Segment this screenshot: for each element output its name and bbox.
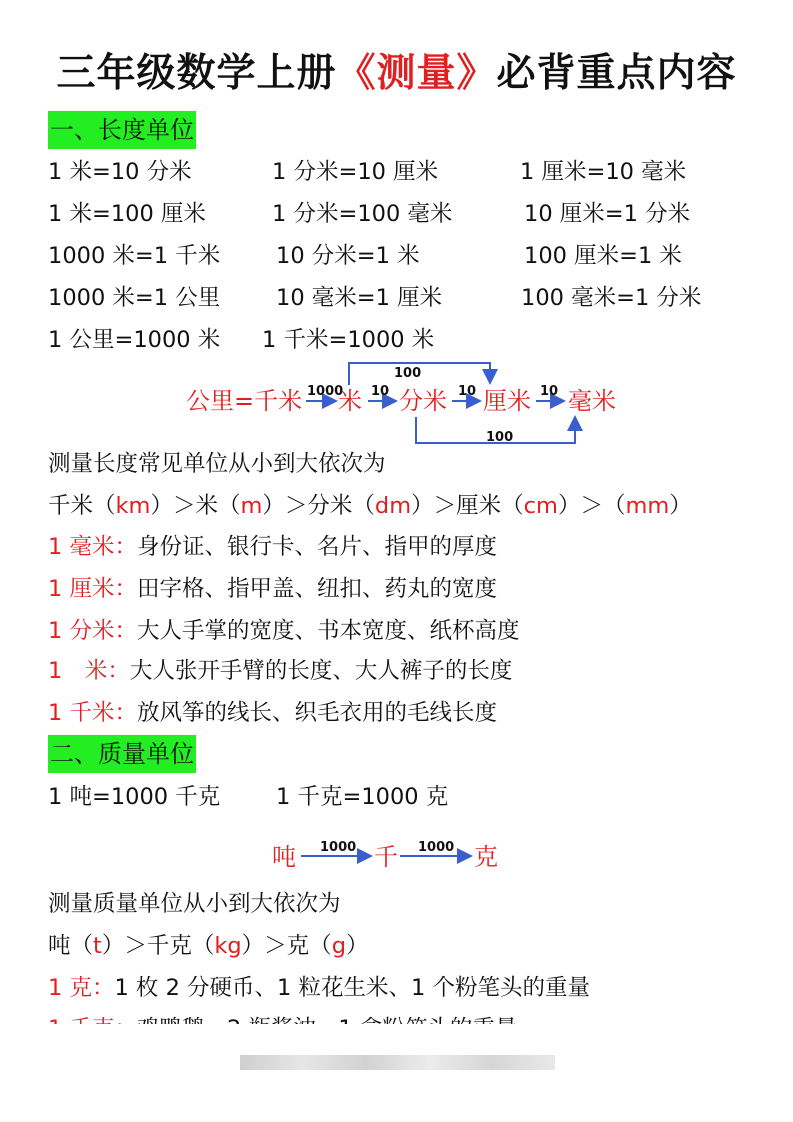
section-heading-mass: 二、质量单位 [48, 735, 196, 773]
step-label: 10 [458, 384, 477, 399]
step-label: 1000 [307, 384, 344, 399]
conversion-text: 100 毫米=1 分米 [521, 285, 702, 311]
example-desc: 田字格、指甲盖、纽扣、药丸的宽度 [136, 576, 497, 602]
unit-meter: 米 [338, 387, 362, 415]
example-desc: 大人张开手臂的长度、大人裤子的长度 [129, 658, 513, 684]
example-desc: 大人手掌的宽度、书本宽度、纸杯高度 [136, 618, 520, 644]
conversion-text: 10 毫米=1 厘米 [276, 285, 443, 311]
skip-label-bottom: 100 [486, 430, 514, 445]
conversion-text: 1000 米=1 千米 [48, 243, 221, 269]
unit-gram: 克 [474, 843, 498, 871]
unit-kilometer: 公里=千米 [186, 387, 303, 415]
example-item [48, 532, 497, 562]
section-heading-length: 一、长度单位 [48, 111, 196, 149]
length-order-line: 千米（km）＞米（m）＞分米（dm）＞厘米（cm）＞（mm） [48, 493, 692, 519]
unit-decimeter: 分米 [399, 387, 447, 415]
example-unit: 1 米： [48, 658, 130, 684]
conversion-text: 100 厘米=1 米 [524, 243, 682, 269]
example-desc: 1 枚 2 分硬币、1 粒花生米、1 个粉笔头的重量 [114, 975, 590, 1001]
example-unit: 1 分米： [48, 618, 137, 644]
conversion-text: 1 吨=1000 千克 [48, 784, 221, 810]
conversion-text: 1 千米=1000 米 [262, 327, 435, 353]
step-label: 10 [540, 384, 559, 399]
example-unit: 1 千米： [48, 700, 137, 726]
step-label: 1000 [418, 840, 455, 855]
conversion-text: 1000 米=1 公里 [48, 285, 221, 311]
title-highlight: 《测量》 [336, 51, 497, 96]
conversion-text: 1 厘米=10 毫米 [520, 159, 687, 185]
example-item [48, 698, 497, 728]
example-item [48, 973, 590, 1003]
conversion-text: 1 公里=1000 米 [48, 327, 221, 353]
step-label: 10 [371, 384, 390, 399]
example-item [48, 574, 497, 604]
conversion-text: 10 厘米=1 分米 [524, 201, 691, 227]
length-order-intro: 测量长度常见单位从小到大依次为 [48, 451, 386, 477]
example-unit: 1 厘米： [48, 576, 137, 602]
diagram-arrows [0, 355, 793, 455]
title-prefix: 三年级数学上册 [56, 51, 337, 96]
conversion-text: 10 分米=1 米 [276, 243, 420, 269]
mass-order-intro: 测量质量单位从小到大依次为 [48, 891, 341, 917]
title-suffix: 必背重点内容 [496, 51, 737, 96]
conversion-text: 1 米=10 分米 [48, 159, 192, 185]
mass-order-line: 吨（t）＞千克（kg）＞克（g） [48, 933, 369, 959]
example-unit: 1 克： [48, 975, 115, 1001]
example-item [48, 616, 519, 646]
example-unit: 1 毫米： [48, 534, 137, 560]
unit-centimeter: 厘米 [483, 387, 531, 415]
page-cutoff [0, 1024, 793, 1122]
blurred-watermark [240, 1055, 555, 1070]
example-item [48, 656, 512, 686]
example-desc: 身份证、银行卡、名片、指甲的厚度 [136, 534, 497, 560]
page-title [0, 42, 793, 98]
conversion-text: 1 分米=100 毫米 [272, 201, 453, 227]
conversion-text: 1 分米=10 厘米 [272, 159, 439, 185]
conversion-text: 1 千克=1000 克 [276, 784, 449, 810]
skip-label-top: 100 [394, 366, 422, 381]
unit-millimeter: 毫米 [568, 387, 616, 415]
conversion-text: 1 米=100 厘米 [48, 201, 206, 227]
step-label: 1000 [320, 840, 357, 855]
unit-ton: 吨 [272, 843, 296, 871]
example-desc: 放风筝的线长、织毛衣用的毛线长度 [136, 700, 497, 726]
unit-kilo: 千 [374, 843, 398, 871]
